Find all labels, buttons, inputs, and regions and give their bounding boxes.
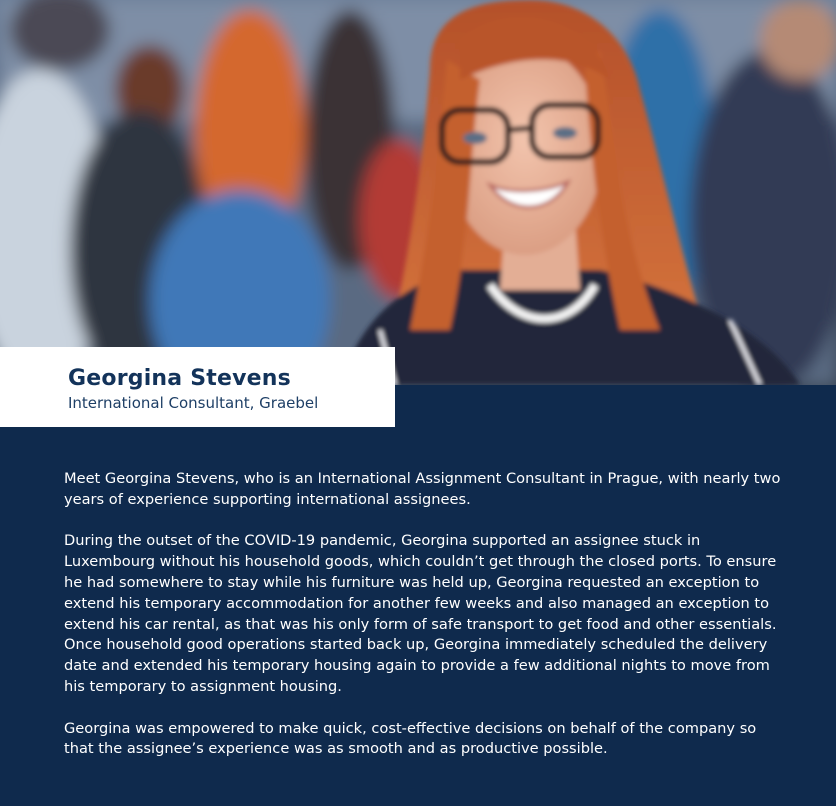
profile-photo	[0, 0, 836, 385]
bio-paragraph: Georgina was empowered to make quick, cost-effective decisions on behalf of the company so that the assignee’s experience was as smooth and as productive possible.	[64, 719, 757, 758]
person-title: International Consultant, Graebel	[68, 394, 319, 412]
bio-paragraph: Meet Georgina Stevens, who is an International Assignment Consultant in Prague, with nearly two years of experience supporting international assignees.	[64, 470, 781, 508]
person-name: Georgina Stevens	[68, 366, 291, 391]
bio-text	[64, 469, 788, 781]
bio-paragraph: During the outset of the COVID-19 pandemic, Georgina supported an assignee stuck in Luxembourg without his household goods, which couldn’t get through the closed ports. To ensure he had somewhere to stay while his furniture was held up, Georgina requested an exception to extend his temporary accommodation for another few weeks and also managed an exception to extend his car rental, as that was his only form of safe transport to get food and other essentials. Once household good operations started back up, Georgina immediately scheduled the delivery date and extended his temporary housing again to provide a few additional nights to move from his temporary to assignment housing.	[64, 532, 777, 695]
name-box	[0, 347, 395, 427]
